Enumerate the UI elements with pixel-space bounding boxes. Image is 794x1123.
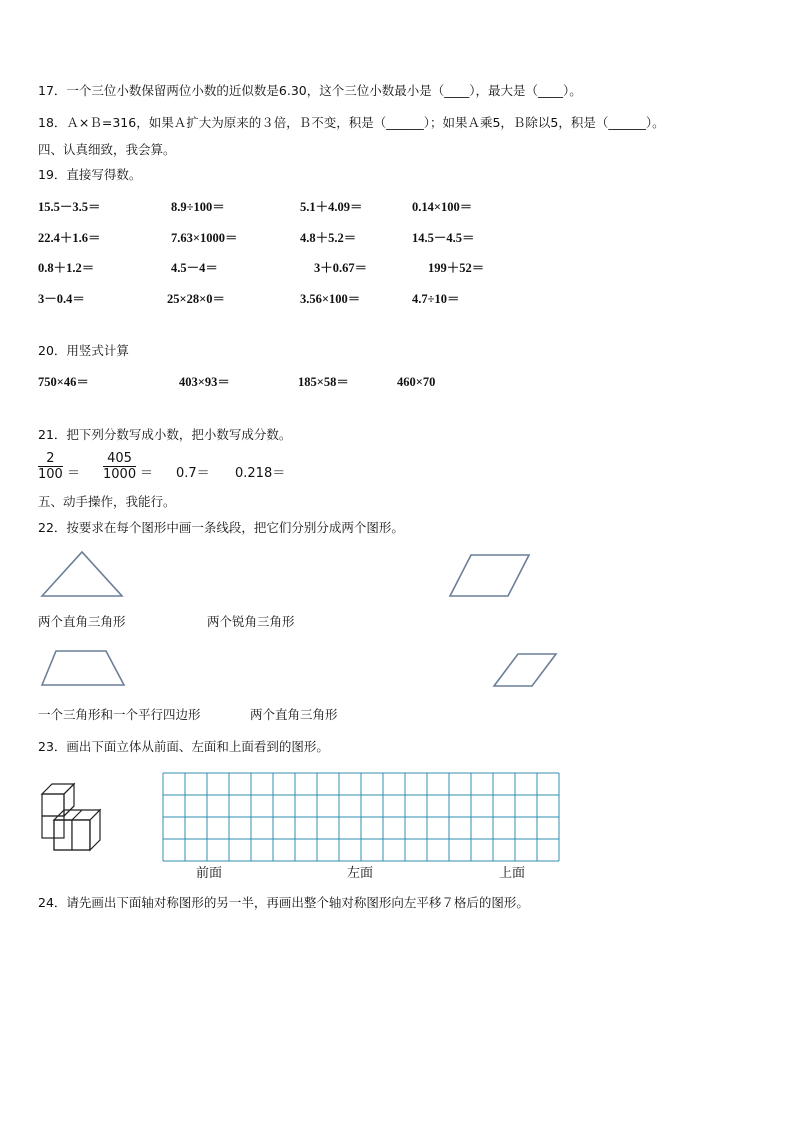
calc-item: 0.8＋1.2＝ — [38, 261, 95, 275]
equals-sign: ＝ — [140, 466, 154, 481]
decimal-item: 0.7＝ — [176, 466, 210, 481]
calc-item: 5.1＋4.09＝ — [300, 200, 363, 214]
calc-item: 8.9÷100＝ — [171, 200, 225, 214]
fraction-numerator: 2 — [38, 451, 63, 467]
calc-item: 22.4＋1.6＝ — [38, 231, 101, 245]
calc-item: 3＋0.67＝ — [314, 261, 368, 275]
fraction-numerator: 405 — [103, 451, 136, 467]
vertical-calc-item: 750×46＝ — [38, 375, 89, 389]
vertical-calc-item: 460×70 — [397, 375, 436, 389]
calc-item: 25×28×0＝ — [167, 292, 225, 306]
question-20: 20．用竖式计算 — [38, 343, 129, 358]
rhombus-shape — [490, 650, 560, 690]
section-5-heading: 五、动手操作，我能行。 — [38, 494, 176, 509]
section-4-heading: 四、认真细致，我会算。 — [38, 142, 176, 157]
calc-item: 0.14×100＝ — [412, 200, 473, 214]
calc-item: 3－0.4＝ — [38, 292, 85, 306]
question-19: 19．直接写得数。 — [38, 167, 142, 182]
view-label-front: 前面 — [196, 866, 223, 881]
calc-item: 7.63×1000＝ — [171, 231, 238, 245]
cube-stack-figure — [38, 780, 108, 858]
fraction-denominator: 1000 — [103, 467, 137, 482]
calc-item: 4.7÷10＝ — [412, 292, 460, 306]
equals-sign: ＝ — [67, 466, 81, 481]
question-23: 23．画出下面立体从前面、左面和上面看到的图形。 — [38, 739, 329, 754]
calc-item: 4.5－4＝ — [171, 261, 218, 275]
parallelogram-shape — [445, 550, 535, 602]
fraction-denominator: 100 — [38, 467, 63, 482]
question-21: 21．把下列分数写成小数，把小数写成分数。 — [38, 427, 292, 442]
view-label-left: 左面 — [347, 866, 374, 881]
drawing-grid — [162, 772, 560, 864]
calc-item: 3.56×100＝ — [300, 292, 361, 306]
fraction-405-over-1000 — [103, 451, 136, 482]
shape-label: 一个三角形和一个平行四边形 — [38, 707, 201, 722]
decimal-item: 0.218＝ — [235, 466, 286, 481]
fraction-2-over-100 — [38, 451, 63, 482]
shape-label: 两个直角三角形 — [250, 707, 338, 722]
shape-label: 两个锐角三角形 — [207, 614, 295, 629]
triangle-shape — [38, 548, 128, 600]
question-17: 17．一个三位小数保留两位小数的近似数是6.30，这个三位小数最小是（____），最大是（____）。 — [38, 83, 582, 98]
calc-item: 199＋52＝ — [428, 261, 485, 275]
shape-label: 两个直角三角形 — [38, 614, 126, 629]
vertical-calc-item: 185×58＝ — [298, 375, 349, 389]
view-label-top: 上面 — [499, 866, 526, 881]
question-18: 18．Ａ×Ｂ=316，如果Ａ扩大为原来的３倍，Ｂ不变，积是（______）；如果Ａ乘5，Ｂ除以5，积是（______）。 — [38, 115, 665, 130]
vertical-calc-item: 403×93＝ — [179, 375, 230, 389]
calc-item: 4.8＋5.2＝ — [300, 231, 357, 245]
question-22: 22．按要求在每个图形中画一条线段，把它们分别分成两个图形。 — [38, 520, 404, 535]
question-24: 24．请先画出下面轴对称图形的另一半，再画出整个轴对称图形向左平移７格后的图形。 — [38, 895, 529, 910]
calc-item: 14.5－4.5＝ — [412, 231, 475, 245]
trapezoid-shape — [38, 645, 130, 690]
calc-item: 15.5－3.5＝ — [38, 200, 101, 214]
